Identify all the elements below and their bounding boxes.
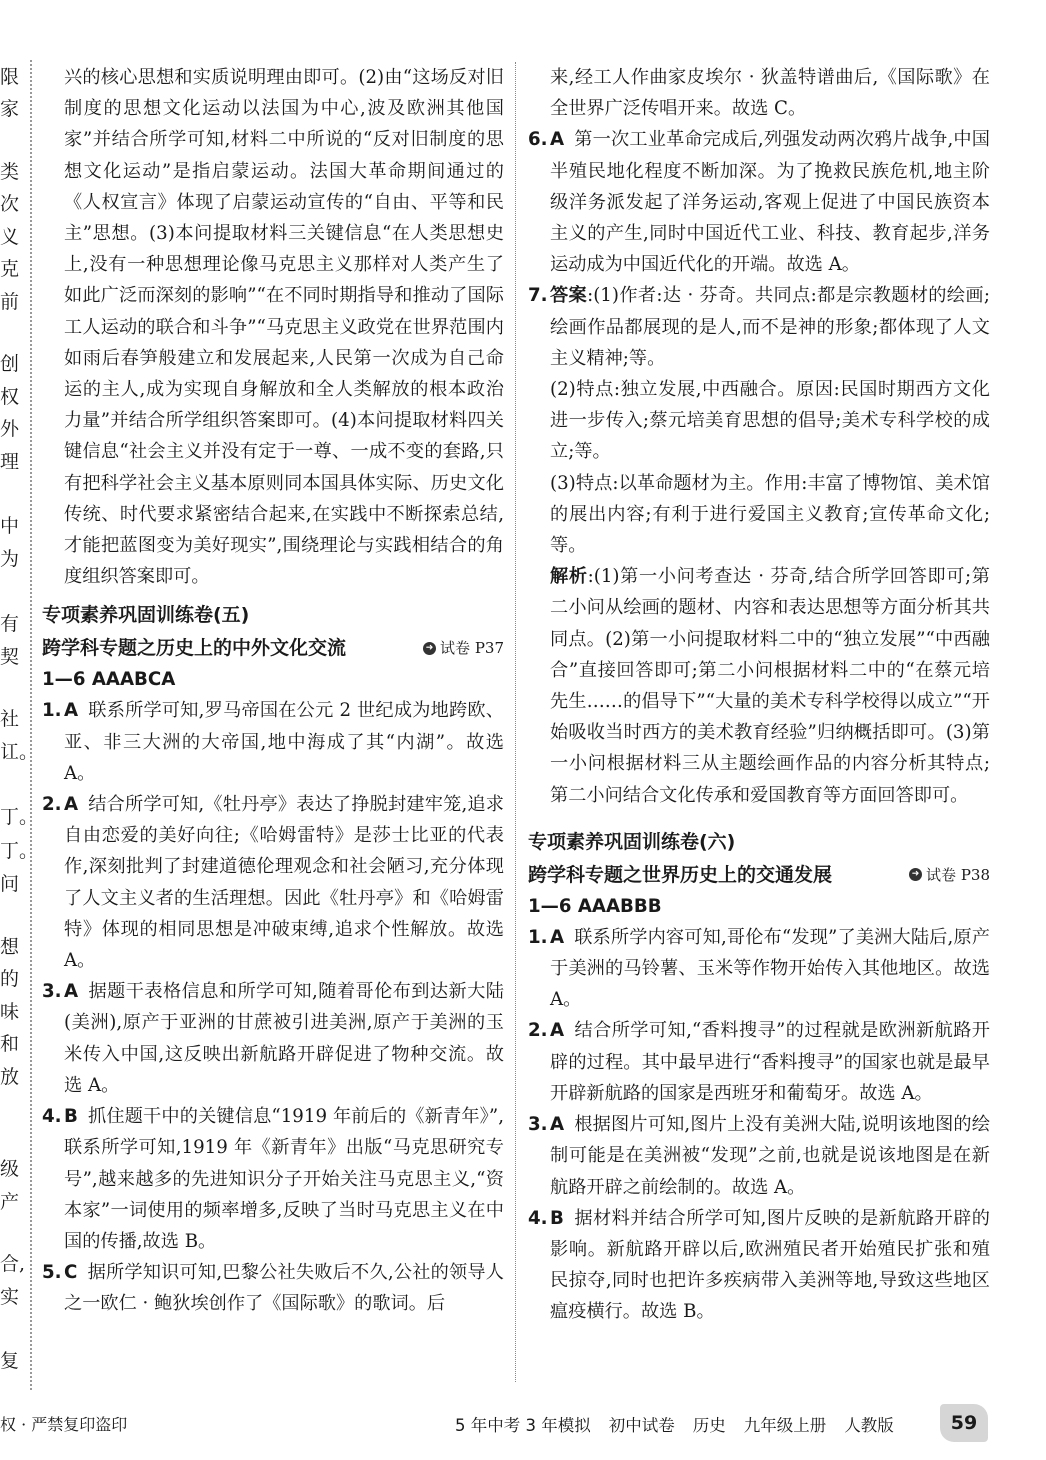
page-ref <box>423 632 504 664</box>
question-item <box>528 1109 990 1203</box>
page-ref <box>909 859 990 891</box>
analysis-label: 解析 <box>550 566 588 588</box>
question-answer: A <box>64 981 79 1003</box>
edge-char: 类 <box>0 161 20 183</box>
continued-paragraph: 兴的核心思想和实质说明理由即可。(2)由“这场反对旧制度的思想文化运动以法国为中心,波及欧洲其他国家”并结合所学可知,材料二中所说的“反对旧制度的思想文化运动”是指启蒙运动。法国大革命期间通过的《人权宣言》体现了启蒙运动宣传的“自由、平等和民主”思想。(3)本问提取材料三关键信息“在人类思想史上,没有一种思想理论像马克思主义那样对人类产生了如此广泛而深刻的影响”“在不同时期指导和推动了国际工人运动的联合和斗争”“马克思主义政党在世界范围内如雨后春笋般建立和发展起来,人民第一次成为自己命运的主人,成为实现自身解放和全人类解放的根本政治力量”并结合所学组织答案即可。(4)本问提取材料四关键信息“社会主义并没有定于一尊、一成不变的套路,只有把科学社会主义基本原则同本国具体实际、历史文化传统、时代要求紧密结合起来,在实践中不断探索总结,才能把蓝图变为美好现实”,围绕理论与实践相结合的角度组织答案即可。 <box>64 67 504 588</box>
edge-char: 为 <box>0 548 20 570</box>
page-number: 59 <box>940 1404 988 1442</box>
edge-char: 味 <box>0 1001 20 1023</box>
edge-char: 社 <box>0 708 20 730</box>
left-column <box>42 62 504 1320</box>
analysis-text: :(1)第一小问考查达 · 芬奇,结合所学回答即可;第二小问从绘画的题材、内容和表达思想等方面分析其共同点。(2)第一小问提取材料二中的“独立发展”“中西融合”直接回答即可;第二小问根据材料二中的“在蔡元培先生……的倡导下”“大量的美术专科学校得以成立”“开始吸收当时西方的美术教育经验”归纳概括即可。(3)第一小问根据材料三从主题绘画作品的内容分析其特点;第二小问结合文化传承和爱国教育等方面回答即可。 <box>550 566 990 806</box>
question-answer: A <box>550 129 565 151</box>
answer-key: 1—6 AAABCA <box>42 669 176 691</box>
question-answer: B <box>64 1106 78 1128</box>
edge-char: 契 <box>0 646 20 668</box>
question-explanation: 据所学知识可知,巴黎公社失败后不久,公社的领导人之一欧仁 · 鲍狄埃创作了《国际歌》的歌词。后 <box>64 1262 504 1315</box>
arrow-right-icon: ➜ <box>909 868 922 881</box>
question-explanation: 联系所学内容可知,哥伦布“发现”了美洲大陆后,原产于美洲的马铃薯、玉米等作物开始传入其他地区。故选 A。 <box>550 926 990 1011</box>
question-explanation: 结合所学可知,“香料搜寻”的过程就是欧洲新航路开辟的过程。其中最早进行“香料搜寻”的国家也就是最早开辟新航路的国家是西班牙和葡萄牙。故选 A。 <box>550 1020 990 1104</box>
continued-paragraph: 来,经工人作曲家皮埃尔 · 狄盖特谱曲后,《国际歌》在全世界广泛传唱开来。故选 C。 <box>550 67 990 120</box>
subtitle: 跨学科专题之历史上的中外文化交流 <box>42 637 347 660</box>
answer-label: 答案 <box>550 285 588 307</box>
question-item <box>528 280 990 374</box>
question-answer: A <box>550 1020 565 1042</box>
answer-part-2: (2)特点:独立发展,中西融合。原因:民国时期西方文化进一步传入;蔡元培美育思想的倡导;美术专科学校的成立;等。 <box>550 379 990 463</box>
answer-part-1: :(1)作者:达 · 芬奇。共同点:都是宗教题材的绘画;绘画作品都展现的是人,而不是神的形象;都体现了人文主义精神;等。 <box>550 285 990 369</box>
right-column <box>528 62 990 1328</box>
page-footer <box>0 1402 1046 1448</box>
question-explanation: 根据图片可知,图片上没有美洲大陆,说明该地图的绘制可能是在美洲被“发现”之前,也就是说该地图是在新航路开辟之前绘制的。故选 A。 <box>550 1114 990 1198</box>
question-item <box>528 124 990 280</box>
book-info <box>455 1412 894 1436</box>
question-answer: B <box>550 1207 564 1229</box>
question-number: 4. <box>528 1207 548 1229</box>
question-item <box>42 1257 504 1319</box>
subtitle: 跨学科专题之世界历史上的交通发展 <box>528 863 833 886</box>
edge-char: 实 <box>0 1286 20 1308</box>
answer-key: 1—6 AAABBB <box>528 895 662 917</box>
edge-char: 权 <box>0 386 20 408</box>
question-number: 2. <box>528 1020 548 1042</box>
question-item <box>528 922 990 1016</box>
book-grade: 九年级上册 <box>743 1416 827 1435</box>
question-item <box>42 789 504 976</box>
edge-char: 外 <box>0 418 20 440</box>
question-explanation: 据材料并结合所学可知,图片反映的是新航路开辟的影响。新航路开辟以后,欧洲殖民者开始殖民扩张和殖民掠夺,同时也把许多疾病带入美洲等地,导致这些地区瘟疫横行。故选 B。 <box>550 1207 990 1323</box>
edge-char: 创 <box>0 353 20 375</box>
book-title: 5 年中考 3 年模拟 <box>455 1416 591 1435</box>
question-explanation: 抓住题干中的关键信息“1919 年前后的《新青年》”,联系所学可知,1919 年《新青年》出版“马克思研究专号”,越来越多的先进知识分子开始关注马克思主义,“资本家”一词使用的频率增多,反映了当时马克思主义在中国的传播,故选 B。 <box>64 1106 504 1252</box>
edge-char: 限 <box>0 66 20 88</box>
question-number: 1. <box>42 700 62 722</box>
question-answer: A <box>550 926 565 948</box>
question-number: 2. <box>42 794 62 816</box>
edge-char: 次 <box>0 193 20 215</box>
edge-char: 和 <box>0 1033 20 1055</box>
edge-char: 讧。 <box>0 741 39 763</box>
edge-char: 复 <box>0 1350 20 1372</box>
question-explanation: 第一次工业革命完成后,列强发动两次鸦片战争,中国半殖民地化程度不断加深。为了挽救民族危机,地主阶级洋务派发起了洋务运动,客观上促进了中国民族资本主义的产生,同时中国近代工业、科技、教育起步,洋务运动成为中国近代化的开端。故选 A。 <box>550 129 990 276</box>
edge-char: 的 <box>0 968 20 990</box>
subtitle-row <box>42 632 504 664</box>
edge-strip <box>0 60 39 1400</box>
question-number: 7. <box>528 285 548 307</box>
question-item <box>42 1101 504 1257</box>
question-answer: A <box>550 1114 565 1136</box>
edge-char: 理 <box>0 451 20 473</box>
question-item <box>528 1015 990 1109</box>
question-item <box>528 1203 990 1328</box>
question-number: 4. <box>42 1106 62 1128</box>
edge-char: 家 <box>0 98 20 120</box>
question-explanation: 结合所学可知,《牡丹亭》表达了挣脱封建牢笼,追求自由恋爱的美好向往;《哈姆雷特》是莎士比亚的代表作,深刻批判了封建道德伦理观念和社会陋习,充分体现了人文主义者的生活理想。因此《牡丹亭》和《哈姆雷特》体现的相同思想是冲破束缚,追求个性解放。故选 A。 <box>64 794 504 972</box>
question-number: 3. <box>42 981 62 1003</box>
edge-char: 前 <box>0 291 20 313</box>
page-ref-text: 试卷 P37 <box>440 639 504 658</box>
answer-part-3: (3)特点:以革命题材为主。作用:丰富了博物馆、美术馆的展出内容;有利于进行爱国主义教育;宣传革命文化;等。 <box>550 472 990 557</box>
edge-char: 克 <box>0 258 20 280</box>
section-title: 专项素养巩固训练卷(五) <box>42 604 250 627</box>
page-ref-text: 试卷 P38 <box>926 865 990 884</box>
question-number: 5. <box>42 1262 62 1284</box>
edge-char: 级 <box>0 1158 20 1180</box>
subtitle-row <box>528 859 990 891</box>
edge-char: 中 <box>0 515 20 537</box>
question-item <box>42 695 504 789</box>
question-answer: A <box>64 700 79 722</box>
question-answer: A <box>64 794 79 816</box>
question-explanation: 据题干表格信息和所学可知,随着哥伦布到达新大陆(美洲),原产于亚洲的甘蔗被引进美洲,原产于美洲的玉米传入中国,这反映出新航路开辟促进了物种交流。故选 A。 <box>64 981 504 1096</box>
question-item <box>42 976 504 1101</box>
binding-line <box>30 60 32 1390</box>
edge-char: 丁。 <box>0 806 39 828</box>
analysis-paragraph <box>528 561 990 811</box>
question-number: 6. <box>528 129 548 151</box>
question-number: 3. <box>528 1114 548 1136</box>
question-number: 1. <box>528 926 548 948</box>
edge-char: 产 <box>0 1191 20 1213</box>
section-title: 专项素养巩固训练卷(六) <box>528 830 736 853</box>
book-edition: 人教版 <box>844 1416 894 1435</box>
arrow-right-icon: ➜ <box>423 642 436 655</box>
edge-char: 想 <box>0 936 20 958</box>
question-answer: C <box>64 1262 78 1284</box>
book-subject: 历史 <box>692 1416 726 1435</box>
edge-char: 丁。 <box>0 840 39 862</box>
edge-char: 放 <box>0 1066 20 1088</box>
edge-char: 合, <box>0 1253 26 1275</box>
question-explanation: 联系所学可知,罗马帝国在公元 2 世纪成为地跨欧、亚、非三大洲的大帝国,地中海成了其“内湖”。故选 A。 <box>64 700 504 784</box>
edge-char: 义 <box>0 226 20 248</box>
edge-char: 有 <box>0 613 20 635</box>
edge-char: 问 <box>0 873 20 895</box>
copyright-notice: 权 · 严禁复印盗印 <box>0 1415 128 1434</box>
book-type: 初中试卷 <box>608 1416 675 1435</box>
